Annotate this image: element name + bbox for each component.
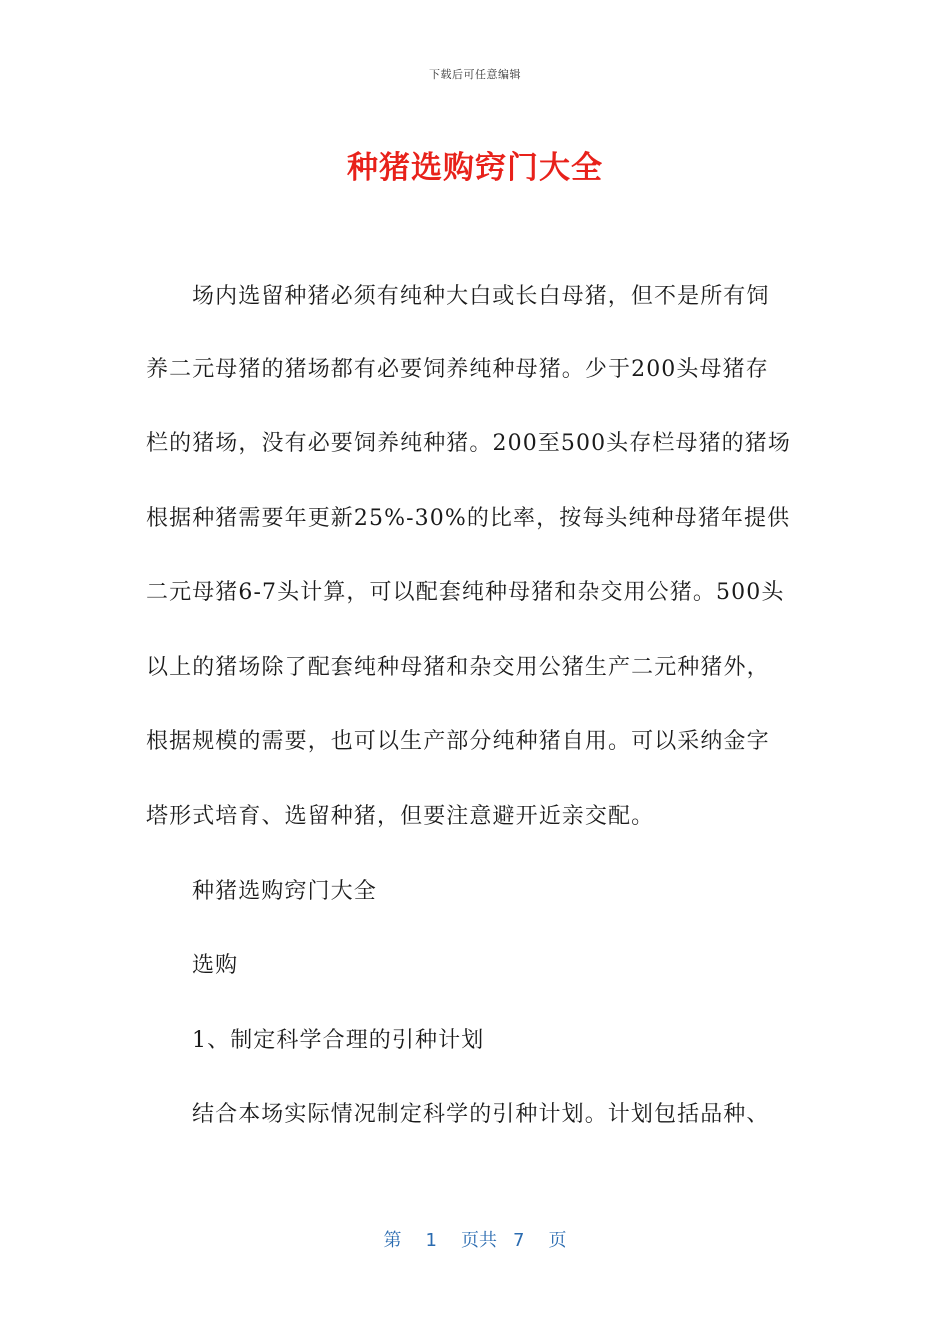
footer-page-number: 1 — [425, 1230, 437, 1251]
item-heading: 1、制定科学合理的引种计划 — [192, 1028, 485, 1053]
paragraph-line: 根据规模的需要，也可以生产部分纯种猪自用。可以采纳金字 — [146, 729, 770, 754]
paragraph-line: 结合本场实际情况制定科学的引种计划。计划包括品种、 — [192, 1102, 770, 1127]
paragraph-line: 场内选留种猪必须有纯种大白或长白母猪，但不是所有饲 — [192, 284, 770, 309]
page-footer — [0, 1226, 950, 1252]
footer-page-total: 7 — [513, 1230, 525, 1251]
paragraph-line: 塔形式培育、选留种猪，但要注意避开近亲交配。 — [146, 804, 655, 829]
footer-page-mid: 页共 — [461, 1230, 497, 1251]
paragraph-line: 栏的猪场，没有必要饲养纯种猪。200至500头存栏母猪的猪场 — [146, 431, 791, 456]
section-heading: 选购 — [192, 953, 239, 978]
section-subtitle: 种猪选购窍门大全 — [192, 879, 377, 904]
paragraph-line: 根据种猪需要年更新25%-30%的比率，按每头纯种母猪年提供 — [146, 506, 791, 531]
paragraph-line: 以上的猪场除了配套纯种母猪和杂交用公猪生产二元种猪外， — [146, 655, 770, 680]
paragraph-line: 二元母猪6-7头计算，可以配套纯种母猪和杂交用公猪。500头 — [146, 580, 785, 605]
footer-page-suffix: 页 — [548, 1230, 567, 1251]
paragraph-line: 养二元母猪的猪场都有必要饲养纯种母猪。少于200头母猪存 — [146, 357, 769, 382]
document-title: 种猪选购窍门大全 — [347, 150, 603, 186]
header-note: 下载后可任意编辑 — [429, 68, 521, 81]
footer-page-prefix: 第 — [383, 1230, 402, 1251]
